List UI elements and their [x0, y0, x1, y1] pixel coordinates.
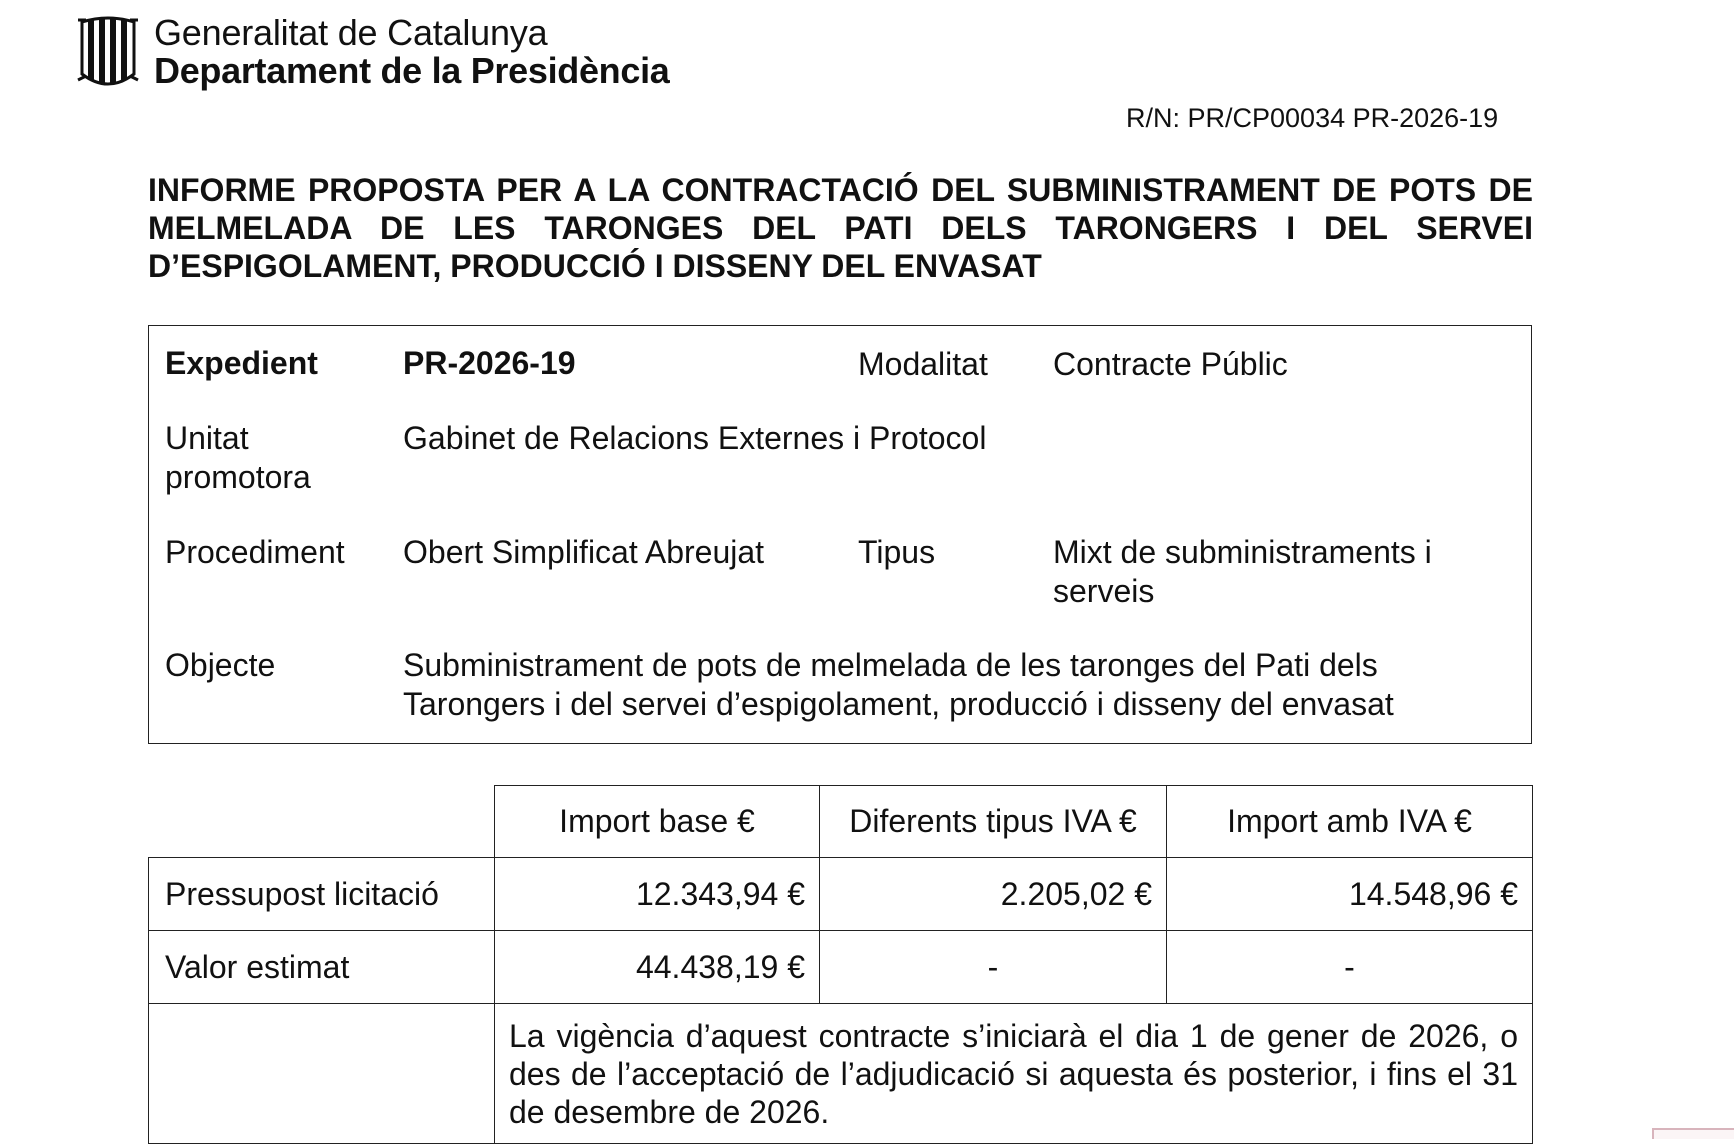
procediment-value: Obert Simplificat Abreujat: [403, 534, 765, 570]
table-header-row: [149, 786, 1533, 858]
catalan-government-emblem-icon: [76, 16, 140, 88]
valor-estimat-iva-value: -: [820, 931, 1167, 1004]
column-header-import-amb-iva: Import amb IVA €: [1167, 786, 1533, 858]
page-corner-mark: [1652, 1128, 1734, 1139]
pressupost-iva-value: 2.205,02 €: [820, 858, 1167, 931]
unitat-label: Unitat promotora: [165, 420, 311, 495]
column-header-import-base: Import base €: [495, 786, 820, 858]
row-label-pressupost: Pressupost licitació: [149, 858, 495, 931]
pressupost-base-value: 12.343,94 €: [495, 858, 820, 931]
amounts-table: [148, 785, 1533, 1144]
document-title: INFORME PROPOSTA PER A LA CONTRACTACIÓ DEL SUBMINISTRAMENT DE POTS DE MELMELADA DE LES TARONGES DEL PATI DELS TARONGERS I DEL SERVEI D’ESPIGOLAMENT, PRODUCCIÓ I DISSENY DEL ENVASAT: [148, 172, 1533, 284]
table-corner-cell: [149, 786, 495, 858]
department-name: Departament de la Presidència: [154, 50, 670, 91]
modalitat-value: Contracte Públic: [1053, 346, 1288, 382]
vigencia-text: La vigència d’aquest contracte s’iniciarà el dia 1 de gener de 2026, o des de l’acceptació de l’adjudicació si aquesta és posterior, i fins el 31 de desembre de 2026.: [495, 1004, 1533, 1144]
procediment-label: Procediment: [165, 534, 345, 570]
organization-name: Generalitat de Catalunya: [154, 12, 548, 53]
document-header: [76, 14, 670, 90]
reference-number: R/N: PR/CP00034 PR-2026-19: [1126, 103, 1499, 133]
tipus-label: Tipus: [858, 534, 936, 570]
column-header-iva: Diferents tipus IVA €: [820, 786, 1167, 858]
expedient-info-box: [148, 325, 1532, 744]
table-row: [149, 858, 1533, 931]
valor-estimat-base-value: 44.438,19 €: [495, 931, 820, 1004]
modalitat-label: Modalitat: [858, 346, 988, 382]
table-row-vigencia: [149, 1004, 1533, 1144]
tipus-value: Mixt de subministraments i serveis: [1053, 534, 1432, 609]
table-row: [149, 931, 1533, 1004]
vigencia-label-cell: [149, 1004, 495, 1144]
row-label-valor-estimat: Valor estimat: [149, 931, 495, 1004]
pressupost-total-value: 14.548,96 €: [1167, 858, 1533, 931]
valor-estimat-total-value: -: [1167, 931, 1533, 1004]
unitat-value: Gabinet de Relacions Externes i Protocol: [403, 420, 987, 456]
expedient-value: PR-2026-19: [403, 345, 576, 381]
objecte-value: Subministrament de pots de melmelada de les taronges del Pati dels Tarongers i del servei d’espigolament, producció i disseny del envasat: [403, 647, 1394, 722]
expedient-label: Expedient: [165, 345, 318, 381]
objecte-label: Objecte: [165, 647, 276, 683]
